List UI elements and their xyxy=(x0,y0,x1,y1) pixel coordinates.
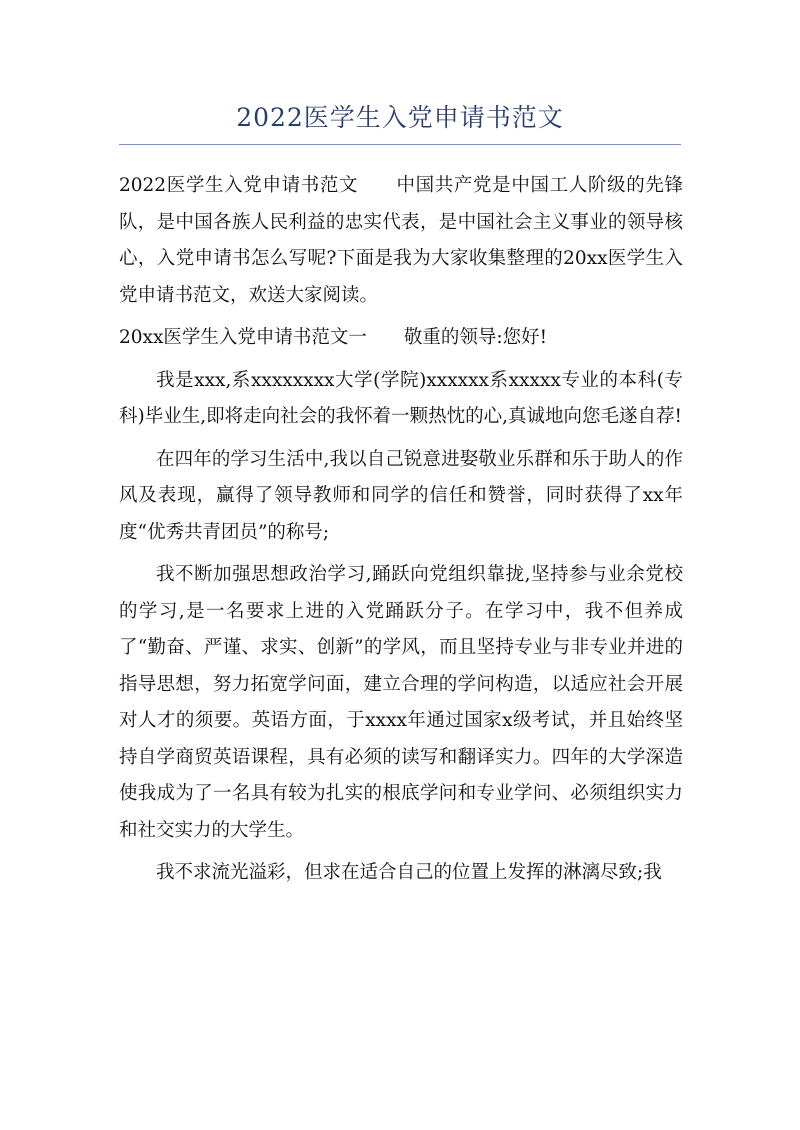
body-paragraph-2: 在四年的学习生活中,我以自己锐意进娶敬业乐群和乐于助人的作风及表现，赢得了领导教师和同学的信任和赞誉，同时获得了xx年度“优秀共青团员”的称号; xyxy=(119,448,683,543)
document-body xyxy=(119,168,683,898)
title-divider xyxy=(119,144,681,145)
body-paragraph-4: 我不求流光溢彩，但求在适合自己的位置上发挥的淋漓尽致;我 xyxy=(156,862,662,883)
body-paragraph-3: 我不断加强思想政治学习,踊跃向党组织靠拢,坚持参与业余党校的学习,是一名要求上进的入党踊跃分子。在学习中，我不但养成了“勤奋、严谨、求实、创新”的学风，而且坚持专业与非专业并进的指导思想，努力拓宽学问面，建立合理的学问构造，以适应社会开展对人才的须要。英语方面，于xxxx年通过国家x级考试，并且始终坚持自学商贸英语课程，具有必须的读写和翻译实力。四年的大学深造使我成为了一名具有较为扎实的根底学问和专业学问、必须组织实力和社交实力的大学生。 xyxy=(119,564,683,841)
body-paragraph-1: 我是xxx,系xxxxxxxx大学(学院)xxxxxx系xxxxx专业的本科(专科)毕业生,即将走向社会的我怀着一颗热忱的心,真诚地向您毛遂自荐! xyxy=(119,369,683,427)
document-title: 2022医学生入党申请书范文 xyxy=(236,103,564,132)
salutation-paragraph: 20xx医学生入党申请书范文一 敬重的领导:您好! xyxy=(119,327,548,348)
intro-paragraph: 2022医学生入党申请书范文 中国共产党是中国工人阶级的先锋队，是中国各族人民利益的忠实代表，是中国社会主义事业的领导核心，入党申请书怎么写呢?下面是我为大家收集整理的20xx医学生入党申请书范文，欢送大家阅读。 xyxy=(119,175,683,306)
